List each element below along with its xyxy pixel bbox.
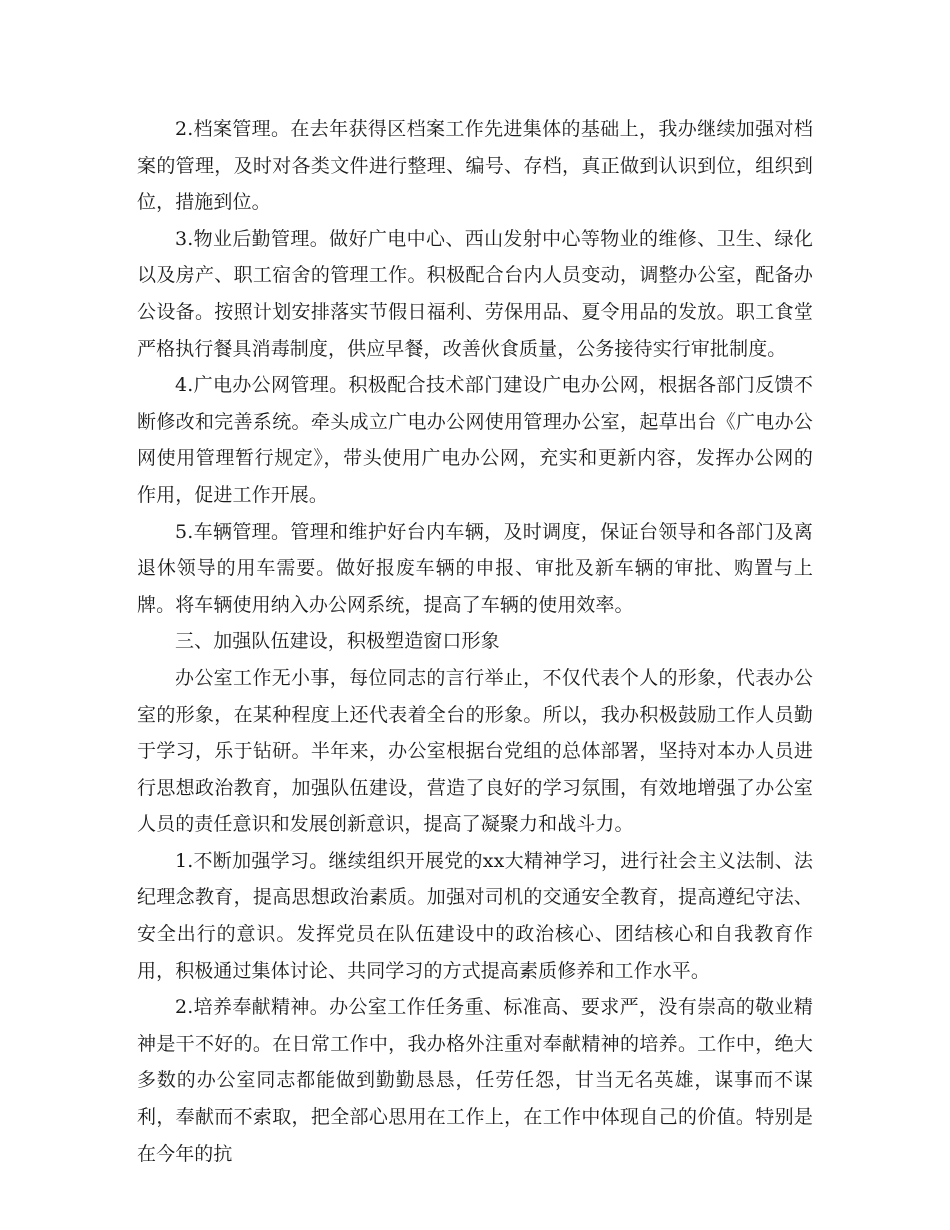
section-heading-team-building: 三、加强队伍建设，积极塑造窗口形象 — [175, 630, 500, 653]
paragraph-team-building-intro: 办公室工作无小事，每位同志的言行举止，不仅代表个人的形象，代表办公室的形象，在某种程度上还代表着全台的形象。所以，我办积极鼓励工作人员勤于学习，乐于钻研。半年来，办公室根据台党组的总体部署，坚持对本办人员进行思想政治教育，加强队伍建设，营造了良好的学习氛围，有效地增强了办公室人员的责任意识和发展创新意识，提高了凝聚力和战斗力。 — [137, 666, 813, 836]
document-page — [137, 111, 813, 1172]
paragraph-property-logistics: 3.物业后勤管理。做好广电中心、西山发射中心等物业的维修、卫生、绿化以及房产、职工宿舍的管理工作。积极配合台内人员变动，调整办公室，配备办公设备。按照计划安排落实节假日福利、劳保用品、夏令用品的发放。职工食堂严格执行餐具消毒制度，供应早餐，改善伙食质量，公务接待实行审批制度。 — [137, 227, 813, 360]
paragraph-office-network: 4.广电办公网管理。积极配合技术部门建设广电办公网，根据各部门反馈不断修改和完善系统。牵头成立广电办公网使用管理办公室，起草出台《广电办公网使用管理暂行规定》，带头使用广电办公网，充实和更新内容，发挥办公网的作用，促进工作开展。 — [137, 374, 813, 506]
paragraph-continuous-learning: 1.不断加强学习。继续组织开展党的xx大精神学习，进行社会主义法制、法纪理念教育，提高思想政治素质。加强对司机的交通安全教育，提高遵纪守法、安全出行的意识。发挥党员在队伍建设中的政治核心、团结核心和自我教育作用，积极通过集体讨论、共同学习的方式提高素质修养和工作水平。 — [137, 849, 813, 982]
paragraph-archive-management: 2.档案管理。在去年获得区档案工作先进集体的基础上，我办继续加强对档案的管理，及时对各类文件进行整理、编号、存档，真正做到认识到位，组织到位，措施到位。 — [137, 118, 813, 214]
paragraph-vehicle-management: 5.车辆管理。管理和维护好台内车辆，及时调度，保证台领导和各部门及离退休领导的用车需要。做好报废车辆的申报、审批及新车辆的审批、购置与上牌。将车辆使用纳入办公网系统，提高了车辆的使用效率。 — [137, 520, 813, 616]
paragraph-dedication-spirit: 2.培养奉献精神。办公室工作任务重、标准高、要求严，没有崇高的敬业精神是干不好的。在日常工作中，我办格外注重对奉献精神的培养。工作中，绝大多数的办公室同志都能做到勤勤恳恳，任劳任怨，甘当无名英雄，谋事而不谋利，奉献而不索取，把全部心思用在工作上，在工作中体现自己的价值。特别是在今年的抗 — [137, 996, 813, 1165]
